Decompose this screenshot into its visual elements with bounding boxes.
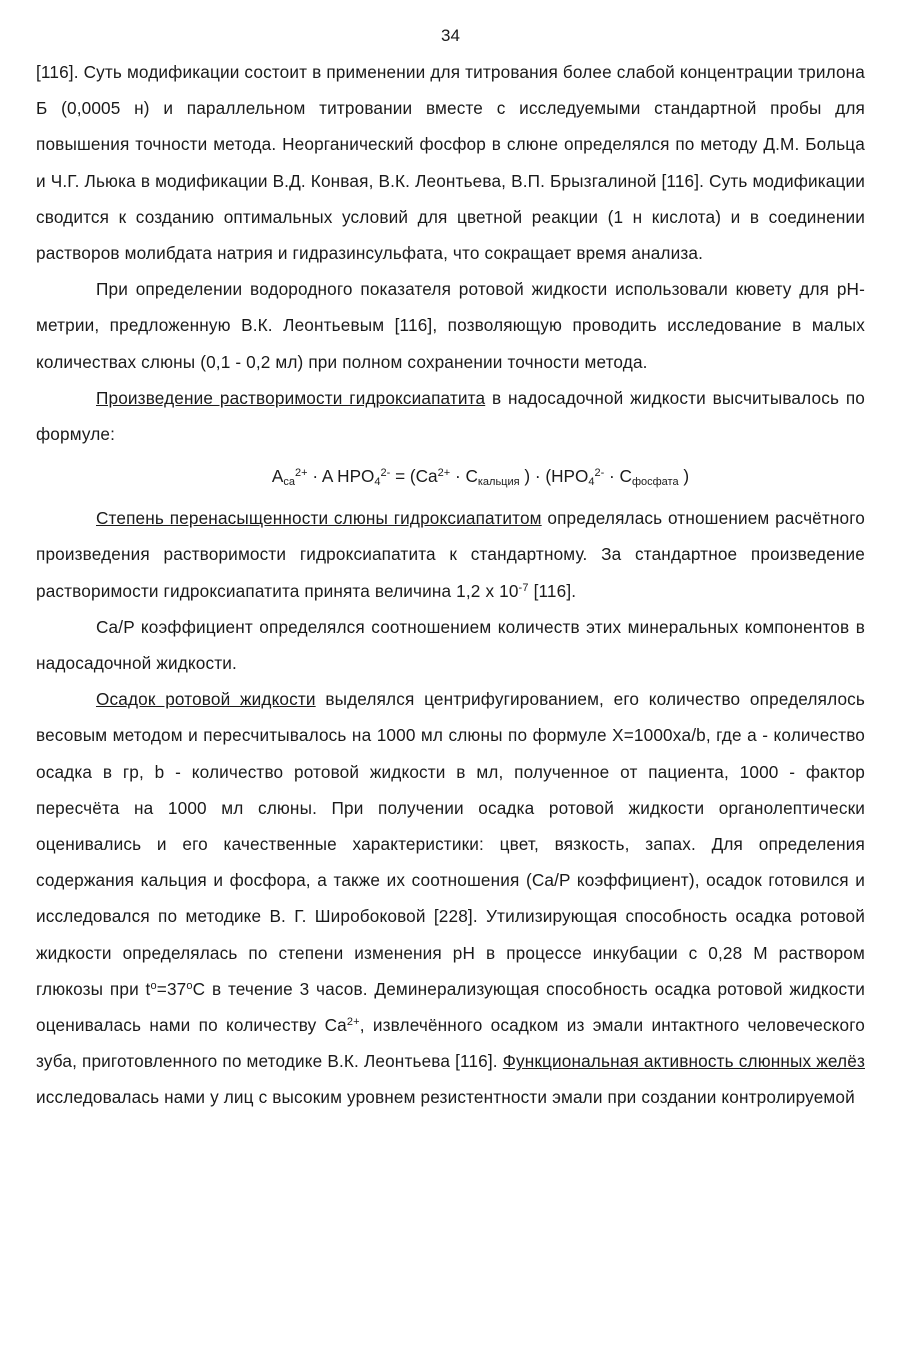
paragraph-solubility-product [36, 380, 865, 452]
paragraph-supersaturation: Степень перенасыщенности слюны гидроксиапатитом определялась отношением расчётного произведения растворимости гидроксиапатита к стандартному. За стандартное произведение растворимости гидроксиапатита принята величина 1,2 x $10^{-7}$ [116]. [36, 508, 866, 601]
paragraph-ca-p-coefficient: Ca/P коэффициент определялся соотношением количеств этих минеральных компонентов в надосадочной жидкости. [36, 616, 865, 674]
term-salivary-gland-activity: Функциональная активность слюнных желёз [502, 1051, 865, 1072]
term-solubility-product: Произведение растворимости гидроксиапатита [96, 387, 486, 408]
paragraph-oral-fluid-sediment: Осадок ротовой жидкости выделялся центрифугированием, его количество определялось весовым методом и пересчитывалось на 1000 мл слюны по формуле X=1000xa/b, где a - количество осадка в гр, b - количество ротовой жидкости в мл, полученное от пациента, 1000 - фактор пересчёта на 1000 мл слюны. При получении осадка ротовой жидкости органолептически оценивались и его качественные характеристики: цвет, вязкость, запах. Для определения содержания кальция и фосфора, а также их соотношения (Ca/P коэффициент), осадок готовился и исследовался по методике В. Г. Широбоковой [228]. Утилизирующая способность осадка ротовой жидкости определялась по степени изменения pH в процессе инкубации с 0,28 М раствором глюкозы при $t^o=37^oC$ в течение 3 часов. Деминерализующая способность осадка ротовой жидкости оценивалась нами по количеству $Ca^{2+}$, извлечённого осадком из эмали интактного человеческого зуба, приготовленного по методике В.К. Леонтьева [116]. Функциональная активность слюнных желёз исследовалась нами у лиц с высоким уровнем резистентности эмали при создании контролируемой [36, 689, 866, 1108]
paragraph-solubility-text: в надосадочной жидкости высчитывалось по формуле: [36, 387, 865, 445]
page-number: 34 [441, 26, 460, 45]
paragraph-trilon-method: [116]. Суть модификации состоит в применении для титрования более слабой концентрации трилона Б (0,0005 н) и параллельном титровании вместе с исследуемыми стандартной пробы для повышения точности метода. Неорганический фосфор в слюне определялся по методу Д.М. Больца и Ч.Г. Льюка в модификации В.Д. Конвая, В.К. Леонтьева, В.П. Брызгалиной [116]. Суть модификации сводится к созданию оптимальных условий для цветной реакции (1 н кислота) и в соединении растворов молибдата натрия и гидразинсульфата, что сокращает время анализа. [36, 62, 865, 264]
term-supersaturation: Степень перенасыщенности слюны гидроксиапатитом [96, 508, 542, 529]
solubility-formula: $A_{ca}^{2+} \cdot A$ $HPO_4^{2-} = (Ca^{2+} \cdot C_{кальция}$ ) · ($HPO_4^{2-} \cdot C_{фосфата}$ ) [271, 466, 690, 489]
paragraph-ph-measurement: При определении водородного показателя ротовой жидкости использовали кювету для pH-метрии, предложенную В.К. Леонтьевым [116], позволяющую проводить исследование в малых количествах слюны (0,1 - 0,2 мл) при полном сохранении точности метода. [36, 279, 865, 372]
term-oral-fluid-sediment: Осадок ротовой жидкости [96, 689, 316, 710]
